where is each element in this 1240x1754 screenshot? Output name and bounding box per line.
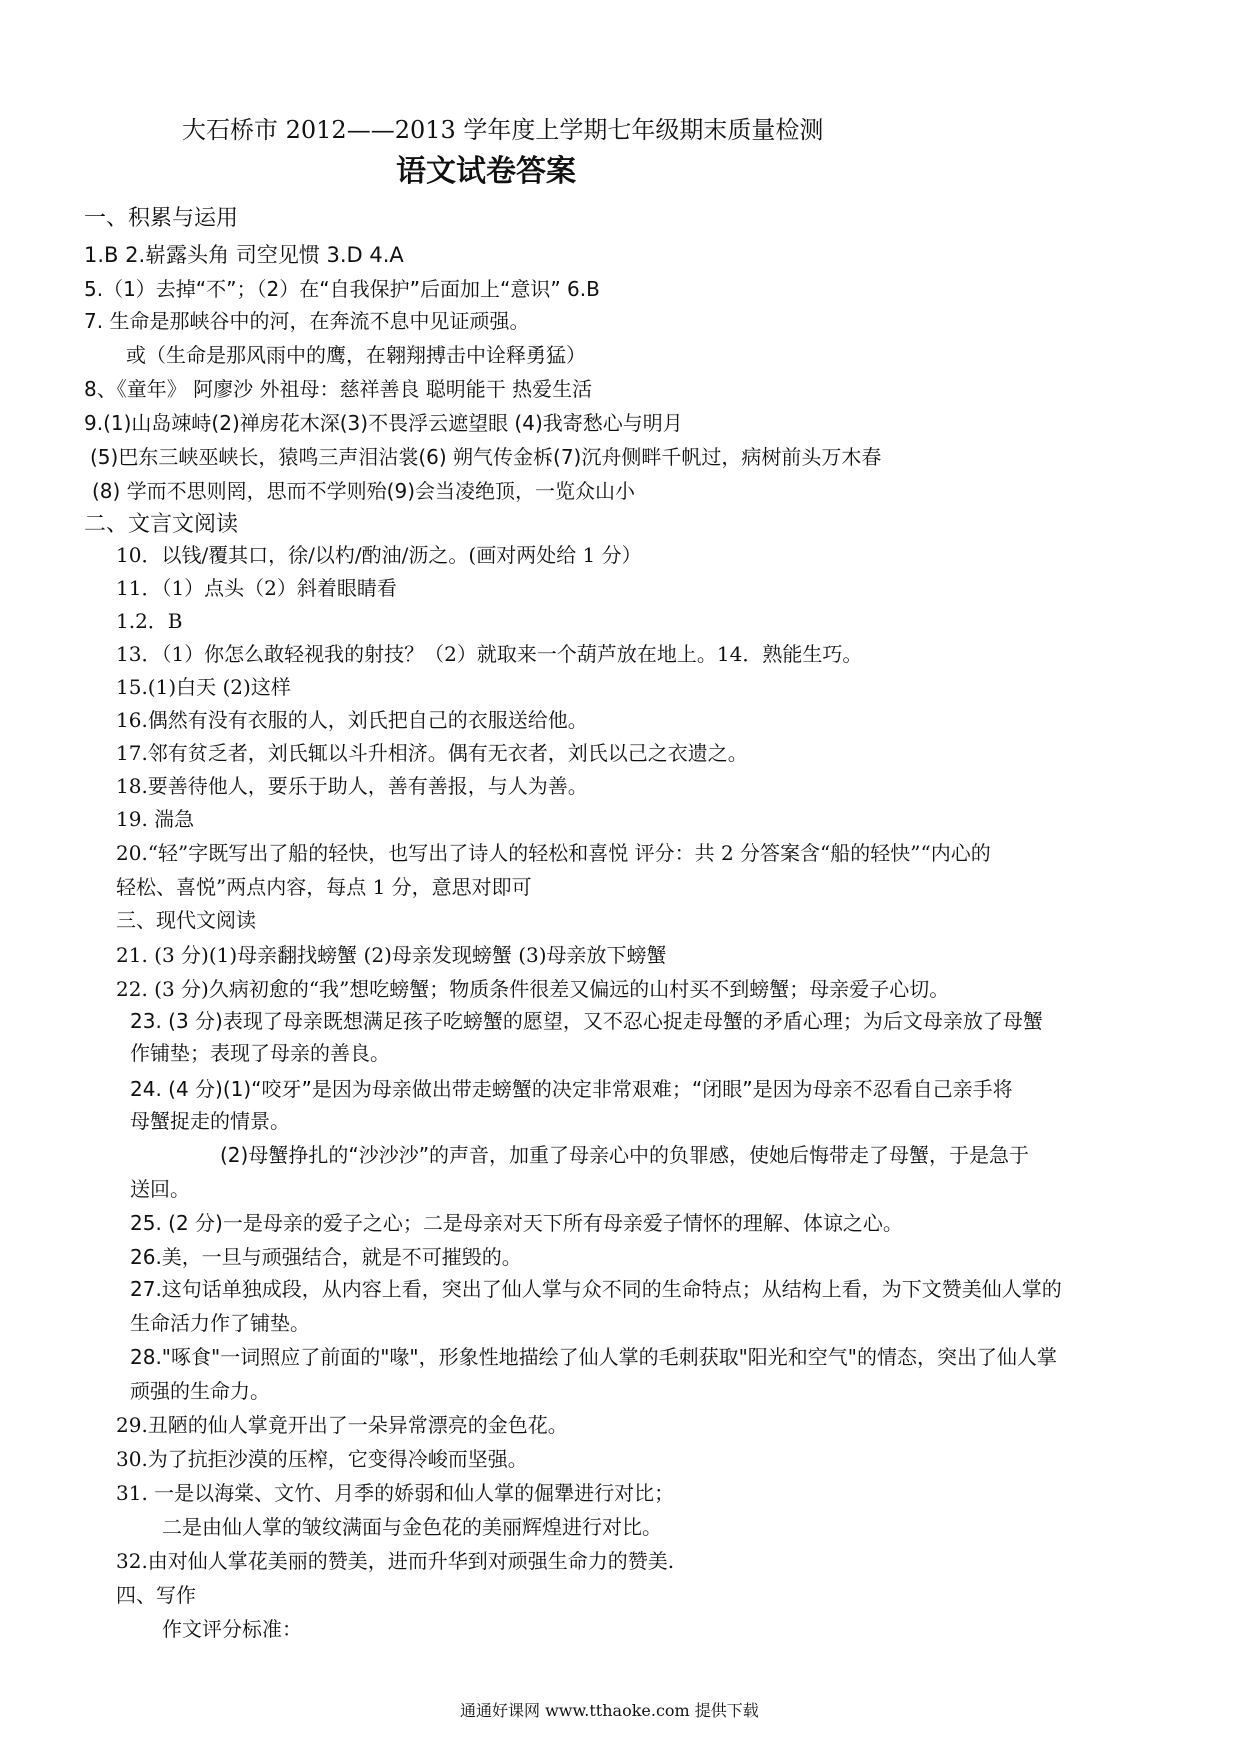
answer-16: 16.偶然有没有衣服的人，刘氏把自己的衣服送给他。 [116,708,588,732]
answer-21: 21. (3 分)(1)母亲翻找螃蟹 (2)母亲发现螃蟹 (3)母亲放下螃蟹 [116,943,667,967]
section-heading-1: 一、积累与运用 [84,206,239,231]
exam-title-line: 大石桥市 2012——2013 学年度上学期七年级期末质量检测 [182,116,824,144]
answer-24-line-4: 送回。 [130,1177,190,1201]
answer-28-line-1: 28."啄食"一词照应了前面的"喙"，形象性地描绘了仙人掌的毛刺获取"阳光和空气"的情态，突出了仙人掌 [130,1345,1058,1369]
answer-31-line-1: 31. 一是以海棠、文竹、月季的娇弱和仙人掌的倔犟进行对比； [116,1481,675,1505]
answer-18: 18.要善待他人，要乐于助人，善有善报，与人为善。 [116,774,588,798]
answer-27-line-2: 生命活力作了铺垫。 [130,1311,310,1335]
answer-23-line-1: 23. (3 分)表现了母亲既想满足孩子吃螃蟹的愿望，又不忍心捉走母蟹的矛盾心理；为后文母亲放了母蟹 [130,1009,1043,1033]
answer-10: 10．以钱/覆其口，徐/以杓/酌油/沥之。(画对两处给 1 分） [116,543,642,567]
answer-9-line-2: (5)巴东三峡巫峡长，猿鸣三声泪沾裳(6) 朔气传金柝(7)沉舟侧畔千帆过，病树前头万木春 [90,445,882,469]
answer-28-line-2: 顽强的生命力。 [130,1379,270,1403]
answer-25: 25. (2 分)一是母亲的爱子之心；二是母亲对天下所有母亲爱子情怀的理解、体谅之心。 [130,1211,903,1235]
answer-7-alt: 或（生命是那风雨中的鹰，在翱翔搏击中诠释勇猛） [126,343,586,367]
answer-30: 30.为了抗拒沙漠的压榨，它变得冷峻而坚强。 [116,1447,528,1471]
answer-12: 1.2．B [116,609,183,633]
answer-7: 7. 生命是那峡谷中的河，在奔流不息中见证顽强。 [84,309,530,333]
answer-9-line-3: (8) 学而不思则罔，思而不学则殆(9)会当凌绝顶，一览众山小 [92,479,636,503]
answer-19: 19. 湍急 [116,807,195,831]
answer-1-4: 1.B 2.崭露头角 司空见惯 3.D 4.A [84,243,404,267]
answer-23-line-2: 作铺垫；表现了母亲的善良。 [130,1041,390,1065]
answer-13-14: 13．（1）你怎么敢轻视我的射技？（2）就取来一个葫芦放在地上。14．熟能生巧。 [116,642,863,666]
footer-credit: 通通好课网 www.tthaoke.com 提供下载 [460,1701,759,1720]
answer-22: 22. (3 分)久病初愈的“我”想吃螃蟹；物质条件很差又偏远的山村买不到螃蟹；母亲爱子心切。 [116,977,950,1001]
answer-27-line-1: 27.这句话单独成段，从内容上看，突出了仙人掌与众不同的生命特点；从结构上看，为下文赞美仙人掌的 [130,1277,1062,1301]
answer-24-line-2: 母蟹捉走的情景。 [130,1109,290,1133]
answer-26: 26.美，一旦与顽强结合，就是不可摧毁的。 [130,1245,522,1269]
answer-24-line-1: 24. (4 分)(1)“咬牙”是因为母亲做出带走螃蟹的决定非常艰难；“闭眼”是因为母亲不忍看自己亲手将 [130,1077,1013,1101]
answer-17: 17.邻有贫乏者，刘氏辄以斗升相济。偶有无衣者，刘氏以己之衣遗之。 [116,741,748,765]
section-heading-4: 四、写作 [116,1583,196,1607]
answer-24-line-3: (2)母蟹挣扎的“沙沙沙”的声音，加重了母亲心中的负罪感，使她后悔带走了母蟹，于是急于 [220,1143,1030,1167]
writing-criteria-label: 作文评分标准： [162,1617,302,1641]
answer-20-line-1: 20.“轻”字既写出了船的轻快，也写出了诗人的轻松和喜悦 评分：共 2 分答案含“船的轻快”“内心的 [116,841,991,865]
answer-9-line-1: 9.(1)山岛竦峙(2)禅房花木深(3)不畏浮云遮望眼 (4)我寄愁心与明月 [84,411,683,435]
section-heading-2: 二、文言文阅读 [84,512,239,537]
page-title: 语文试卷答案 [396,154,576,189]
answer-20-line-2: 轻松、喜悦”两点内容，每点 1 分，意思对即可 [116,875,532,899]
answer-31-line-2: 二是由仙人掌的皱纹满面与金色花的美丽辉煌进行对比。 [162,1515,662,1539]
answer-32: 32.由对仙人掌花美丽的赞美，进而升华到对顽强生命力的赞美. [116,1549,675,1573]
answer-11: 11．（1）点头（2）斜着眼睛看 [116,576,397,600]
answer-29: 29.丑陋的仙人掌竟开出了一朵异常漂亮的金色花。 [116,1413,568,1437]
answer-15: 15.(1)白天 (2)这样 [116,675,291,699]
answer-8: 8、《童年》 阿廖沙 外祖母：慈祥善良 聪明能干 热爱生活 [84,377,593,401]
answer-5-6: 5.（1）去掉“不”；（2）在“自我保护”后面加上“意识” 6.B [84,277,600,301]
section-heading-3: 三、现代文阅读 [116,908,256,932]
